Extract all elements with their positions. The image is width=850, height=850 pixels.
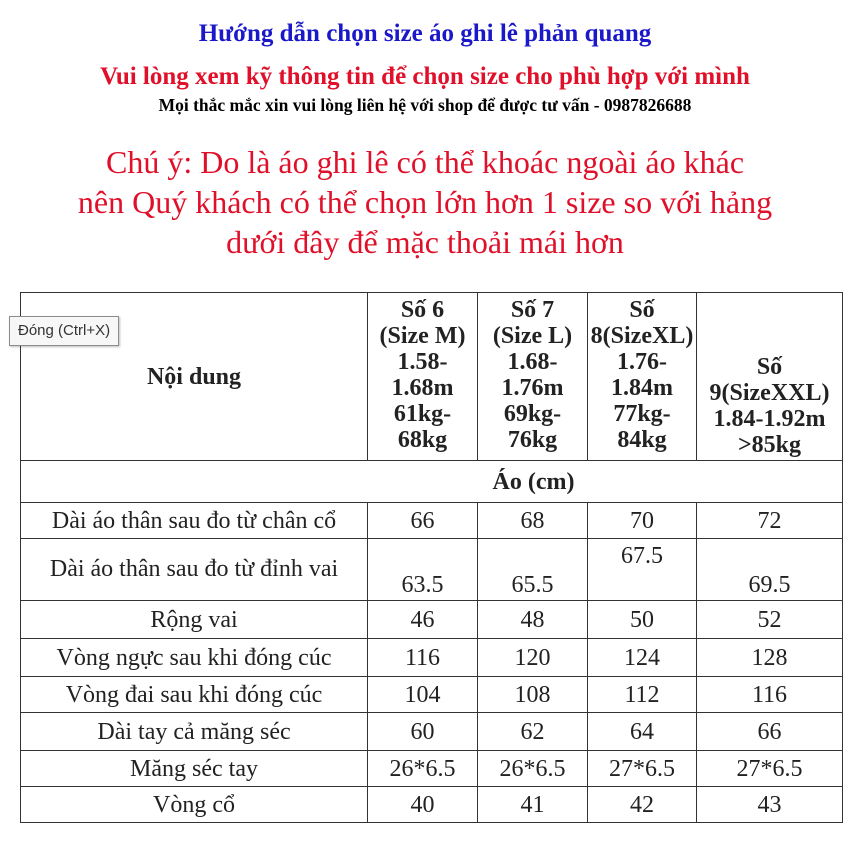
content-header: Nội dung xyxy=(21,293,368,461)
size-header-line: Số xyxy=(629,297,655,323)
cell-value: 62 xyxy=(478,713,588,751)
cell-value: 42 xyxy=(588,787,697,823)
size-header-line: 1.68m xyxy=(391,375,454,401)
cell-value: 27*6.5 xyxy=(588,751,697,787)
section-label: Áo (cm) xyxy=(492,468,575,495)
row-label: Vòng cổ xyxy=(21,787,368,823)
row-label: Vòng ngực sau khi đóng cúc xyxy=(21,639,368,677)
row-label: Măng séc tay xyxy=(21,751,368,787)
size-header-line: 77kg- xyxy=(613,401,671,427)
row-label: Dài áo thân sau đo từ chân cổ xyxy=(21,503,368,539)
cell-value: 48 xyxy=(478,601,588,639)
cell-value: 108 xyxy=(478,677,588,713)
size-header-line: Số xyxy=(756,354,783,380)
size-header-line: 1.76- xyxy=(617,349,667,375)
cell-value: 72 xyxy=(697,503,843,539)
cell-value: 68 xyxy=(478,503,588,539)
page-subtitle: Vui lòng xem kỹ thông tin để chọn size cho phù hợp với mình xyxy=(100,63,750,90)
contact-line: Mọi thắc mắc xin vui lòng liên hệ với shop để được tư vấn - 0987826688 xyxy=(158,95,692,115)
cell-value: 112 xyxy=(588,677,697,713)
cell-value: 64 xyxy=(588,713,697,751)
cell-value: 116 xyxy=(697,677,843,713)
row-label: Dài áo thân sau đo từ đỉnh vai xyxy=(21,539,368,601)
section-row xyxy=(21,461,843,503)
table-row xyxy=(21,787,843,823)
cell-value: 69.5 xyxy=(697,539,843,601)
size-header-row xyxy=(21,293,843,461)
size-header-line: (Size L) xyxy=(492,323,573,349)
size-header-line: 69kg- xyxy=(503,401,562,427)
cell-value: 66 xyxy=(368,503,478,539)
cell-value: 52 xyxy=(697,601,843,639)
size-header-line: 1.68- xyxy=(507,349,558,375)
size-header-line: 68kg xyxy=(397,427,448,453)
note-line: nên Quý khách có thể chọn lớn hơn 1 size so với hảng xyxy=(77,184,773,220)
size-column-header xyxy=(588,293,697,461)
size-header-line: 1.76m xyxy=(501,375,564,401)
cell-value: 124 xyxy=(588,639,697,677)
note-line: dưới đây để mặc thoải mái hơn xyxy=(226,224,624,260)
table-row xyxy=(21,751,843,787)
note-line: Chú ý: Do là áo ghi lê có thể khoác ngoài áo khác xyxy=(105,144,745,180)
table-row xyxy=(21,601,843,639)
size-header-line: 1.84m xyxy=(611,375,673,401)
cell-value: 26*6.5 xyxy=(368,751,478,787)
cell-value: 120 xyxy=(478,639,588,677)
size-chart-table xyxy=(20,292,843,823)
cell-value: 70 xyxy=(588,503,697,539)
table-row xyxy=(21,639,843,677)
size-header-line: 8(SizeXL) xyxy=(590,323,694,349)
size-header-line: Số 7 xyxy=(510,297,555,323)
cell-value: 116 xyxy=(368,639,478,677)
table-row xyxy=(21,713,843,751)
size-column-header xyxy=(368,293,478,461)
page-title: Hướng dẫn chọn size áo ghi lê phản quang xyxy=(198,20,652,47)
row-label: Dài tay cả măng séc xyxy=(21,713,368,751)
cell-value: 27*6.5 xyxy=(697,751,843,787)
size-header-line: >85kg xyxy=(737,432,802,458)
size-column-header xyxy=(478,293,588,461)
cell-value: 26*6.5 xyxy=(478,751,588,787)
cell-value: 104 xyxy=(368,677,478,713)
size-header-line: 9(SizeXXL) xyxy=(709,380,830,406)
size-header-line: 1.58- xyxy=(397,349,448,375)
size-header-line: 76kg xyxy=(507,427,558,453)
cell-value: 50 xyxy=(588,601,697,639)
cell-value: 65.5 xyxy=(478,539,588,601)
cell-value: 63.5 xyxy=(368,539,478,601)
table-row xyxy=(21,677,843,713)
cell-value: 41 xyxy=(478,787,588,823)
cell-value: 66 xyxy=(697,713,843,751)
close-shortcut-tooltip: Đóng (Ctrl+X) xyxy=(9,316,119,346)
cell-value: 60 xyxy=(368,713,478,751)
size-header-line: (Size M) xyxy=(379,323,466,349)
size-header-line: 1.84-1.92m xyxy=(713,406,826,432)
sizing-note xyxy=(0,142,850,262)
cell-value: 46 xyxy=(368,601,478,639)
row-label: Vòng đai sau khi đóng cúc xyxy=(21,677,368,713)
size-header-line: Số 6 xyxy=(400,297,445,323)
cell-value: 67.5 xyxy=(588,539,697,601)
row-label: Rộng vai xyxy=(21,601,368,639)
size-column-header xyxy=(697,293,843,461)
table-row xyxy=(21,503,843,539)
cell-value: 128 xyxy=(697,639,843,677)
table-row xyxy=(21,539,843,601)
size-header-line: 61kg- xyxy=(393,401,452,427)
section-title xyxy=(21,461,843,503)
cell-value: 40 xyxy=(368,787,478,823)
size-header-line: 84kg xyxy=(617,427,667,453)
cell-value: 43 xyxy=(697,787,843,823)
